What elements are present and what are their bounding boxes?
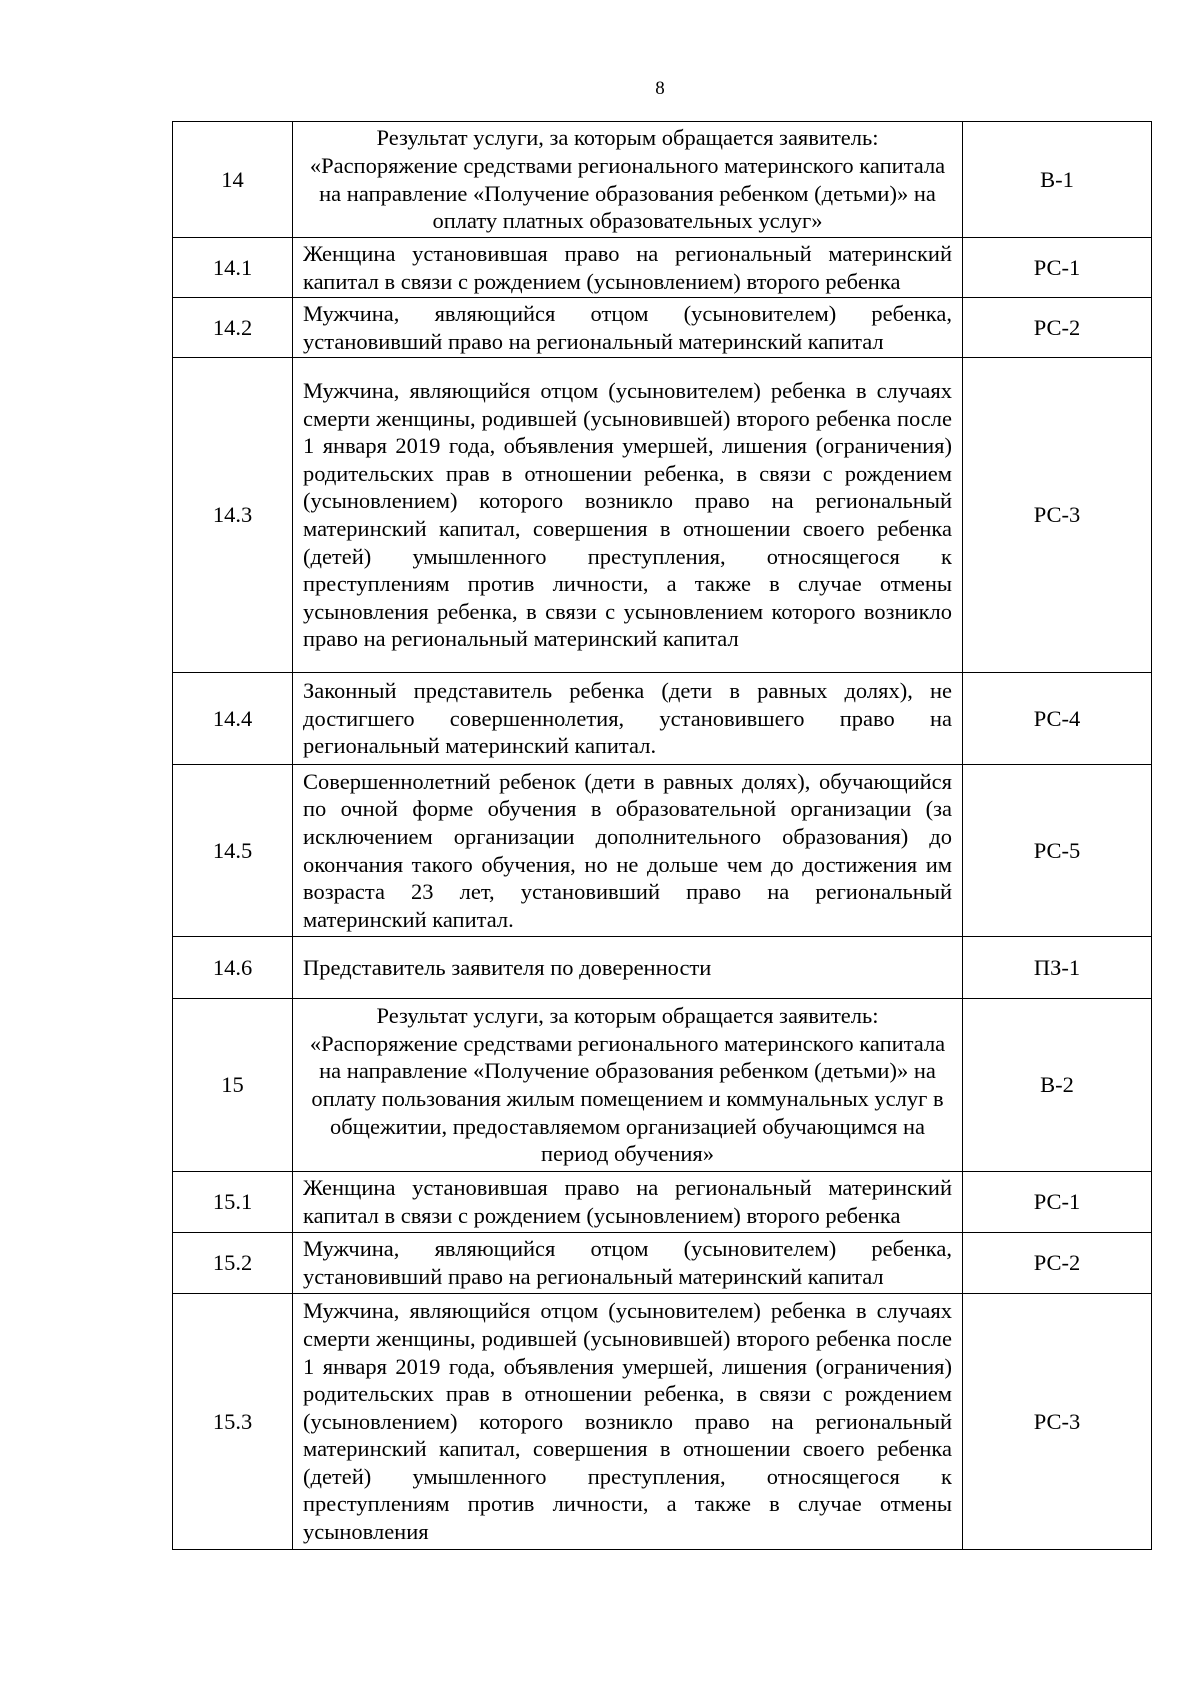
table-row [173,673,1152,765]
row-code: ПЗ-1 [963,937,1152,999]
row-code: РС-1 [963,238,1152,298]
row-number: 14.1 [173,238,293,298]
row-description: Результат услуги, за которым обращается заявитель: «Распоряжение средствами регионального материнского капитала на направление «Получение образования ребенком (детьми)» на оплату пользования жилым помещением и коммунальных услуг в общежитии, предоставляемом организацией обучающимся на период обучения» [293,999,963,1172]
row-number: 14 [173,122,293,238]
row-number: 14.4 [173,673,293,765]
row-code: В-2 [963,999,1152,1172]
row-code: РС-1 [963,1172,1152,1233]
table-row [173,999,1152,1172]
row-description: Результат услуги, за которым обращается заявитель: «Распоряжение средствами регионального материнского капитала на направление «Получение образования ребенком (детьми)» на оплату платных образовательных услуг» [293,122,963,238]
page-number: 8 [655,78,665,99]
row-code: РС-3 [963,1294,1152,1550]
row-number: 15.1 [173,1172,293,1233]
row-number: 14.2 [173,298,293,358]
row-description: Мужчина, являющийся отцом (усыновителем) ребенка, установивший право на региональный материнский капитал [293,1233,963,1294]
row-number: 14.6 [173,937,293,999]
applicant-table [172,121,1152,1550]
row-description: Мужчина, являющийся отцом (усыновителем) ребенка в случаях смерти женщины, родившей (усыновившей) второго ребенка после 1 января 2019 года, объявления умершей, лишения (ограничения) родительских прав в отношении ребенка, в связи с рождением (усыновлением) которого возникло право на региональный материнский капитал, совершения в отношении своего ребенка (детей) умышленного преступления, относящегося к преступлениям против личности, а также в случае отмены усыновления [293,1294,963,1550]
row-code: РС-5 [963,765,1152,937]
row-number: 14.5 [173,765,293,937]
table-row [173,122,1152,238]
table-row [173,1294,1152,1550]
table-row [173,937,1152,999]
row-code: РС-3 [963,358,1152,673]
row-code: РС-4 [963,673,1152,765]
table-row [173,1172,1152,1233]
row-number: 15.2 [173,1233,293,1294]
table-row [173,238,1152,298]
row-description: Законный представитель ребенка (дети в равных долях), не достигшего совершеннолетия, установившего право на региональный материнский капитал. [293,673,963,765]
table-row [173,298,1152,358]
row-description: Мужчина, являющийся отцом (усыновителем) ребенка в случаях смерти женщины, родившей (усыновившей) второго ребенка после 1 января 2019 года, объявления умершей, лишения (ограничения) родительских прав в отношении ребенка, в связи с рождением (усыновлением) которого возникло право на региональный материнский капитал, совершения в отношении своего ребенка (детей) умышленного преступления, относящегося к преступлениям против личности, а также в случае отмены усыновления ребенка, в связи с усыновлением которого возникло право на региональный материнский капитал [293,358,963,673]
row-description: Женщина установившая право на региональный материнский капитал в связи с рождением (усыновлением) второго ребенка [293,1172,963,1233]
row-description: Представитель заявителя по доверенности [293,937,963,999]
row-description: Мужчина, являющийся отцом (усыновителем) ребенка, установивший право на региональный материнский капитал [293,298,963,358]
row-number: 15.3 [173,1294,293,1550]
row-code: РС-2 [963,298,1152,358]
row-number: 14.3 [173,358,293,673]
row-description: Женщина установившая право на региональный материнский капитал в связи с рождением (усыновлением) второго ребенка [293,238,963,298]
row-number: 15 [173,999,293,1172]
table-row [173,358,1152,673]
table-row [173,765,1152,937]
row-code: РС-2 [963,1233,1152,1294]
table-row [173,1233,1152,1294]
row-description: Совершеннолетний ребенок (дети в равных долях), обучающийся по очной форме обучения в образовательной организации (за исключением организации дополнительного образования) до окончания такого обучения, но не дольше чем до достижения им возраста 23 лет, установивший право на региональный материнский капитал. [293,765,963,937]
row-code: В-1 [963,122,1152,238]
